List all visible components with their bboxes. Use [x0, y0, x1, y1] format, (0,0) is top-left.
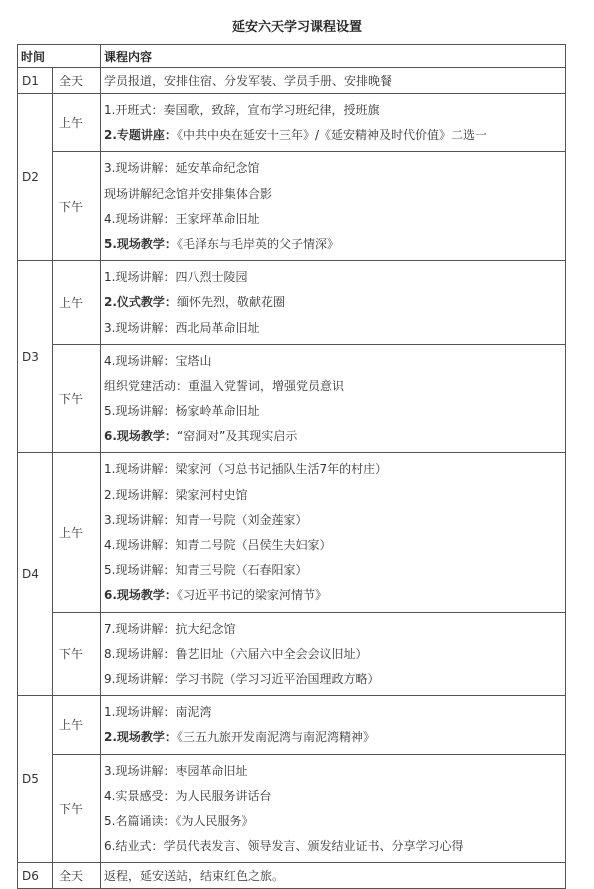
table-row-d5-am	[18, 696, 566, 754]
content-line-lead: 2.现场教学：	[104, 730, 177, 745]
day-cell: D5	[18, 696, 53, 863]
day-cell: D1	[18, 68, 53, 94]
content-line	[104, 374, 562, 399]
content-line	[104, 457, 562, 482]
content-line	[104, 834, 562, 859]
period-cell: 下午	[53, 344, 101, 453]
content-line-lead: 5.现场讲解：杨家岭革命旧址	[104, 404, 260, 419]
content-line-lead: 现场讲解纪念馆并安排集体合影	[104, 186, 273, 201]
period-cell: 上午	[53, 453, 101, 612]
content-line	[104, 123, 562, 148]
page-title: 延安六天学习课程设置	[231, 20, 362, 35]
table-row-d2-pm	[18, 152, 566, 261]
content-cell	[101, 94, 566, 152]
content-line	[104, 700, 562, 725]
content-line-rest: 《毛泽东与毛岸英的父子情深》	[176, 236, 339, 251]
content-cell	[101, 612, 566, 696]
table-header-row	[18, 45, 566, 68]
content-line-lead: 组织党建活动：重温入党誓词，增强党员意识	[104, 378, 345, 393]
period-cell: 上午	[53, 696, 101, 754]
content-line	[104, 207, 562, 232]
content-line-lead: 1.现场讲解：梁家河（习总书记插队生活7年的村庄）	[104, 462, 388, 477]
content-line-lead: 3.现场讲解：延安革命纪念馆	[104, 161, 260, 176]
content-line-lead: 3.现场讲解：西北局革命旧址	[104, 320, 260, 335]
day-cell: D6	[18, 863, 53, 889]
content-line	[104, 784, 562, 809]
content-line	[104, 483, 562, 508]
content-line-lead: 4.现场讲解：宝塔山	[104, 353, 212, 368]
content-line-lead: 2.专题讲座：	[104, 128, 177, 143]
content-cell: 学员报道，安排住宿、分发军装、学员手册、安排晚餐	[101, 68, 566, 94]
day-cell: D3	[18, 261, 53, 453]
table-row-d3-pm	[18, 344, 566, 453]
period-cell: 下午	[53, 612, 101, 696]
content-line	[104, 182, 562, 207]
period-cell: 下午	[53, 152, 101, 261]
content-line	[104, 558, 562, 583]
table-row-d5-pm	[18, 754, 566, 863]
content-line	[104, 725, 562, 750]
content-line-lead: 2.现场讲解：梁家河村史馆	[104, 487, 248, 502]
content-line-lead: 4.实景感受：为人民服务讲话台	[104, 788, 272, 803]
day-cell: D4	[18, 453, 53, 696]
content-line-lead: 7.现场讲解：抗大纪念馆	[104, 621, 236, 636]
content-cell	[101, 754, 566, 863]
content-line	[104, 349, 562, 374]
content-line-rest: 《中共中央在延安十三年》/《延安精神及时代价值》二选一	[176, 128, 487, 143]
content-line	[104, 156, 562, 181]
content-line	[104, 232, 562, 257]
table-row-d2-am	[18, 94, 566, 152]
content-line-lead: 5.现场讲解：知青三号院（石春阳家）	[104, 563, 308, 578]
content-cell	[101, 344, 566, 453]
day-cell: D2	[18, 94, 53, 261]
content-line	[104, 667, 562, 692]
content-line-lead: 5.名篇诵读：《为人民服务》	[104, 813, 254, 828]
content-line	[104, 533, 562, 558]
table-row-d4-pm	[18, 612, 566, 696]
content-line-lead: 1.开班式：奏国歌，致辞，宣布学习班纪律，授班旗	[104, 103, 380, 117]
content-line-rest: 《习近平书记的梁家河情节》	[176, 588, 327, 603]
period-cell: 上午	[53, 94, 101, 152]
period-cell: 下午	[53, 754, 101, 863]
content-line-lead: 1.现场讲解：南泥湾	[104, 705, 212, 720]
table-row-d1	[18, 68, 566, 94]
content-cell: 返程，延安送站，结束红色之旅。	[101, 863, 566, 889]
content-cell	[101, 453, 566, 612]
content-line-lead: 5.现场教学：	[104, 236, 177, 251]
period-cell: 全天	[53, 863, 101, 889]
content-line-lead: 9.现场讲解：学习书院（学习习近平治国理政方略）	[104, 671, 380, 686]
content-line-rest: 缅怀先烈，敬献花圈	[176, 295, 285, 310]
content-line	[104, 617, 562, 642]
content-line-lead: 2.仪式教学：	[104, 295, 177, 310]
content-line	[104, 290, 562, 315]
content-line-lead: 3.现场讲解：枣园革命旧址	[104, 763, 248, 778]
content-line	[104, 265, 562, 290]
content-line-lead: 4.现场讲解：知青二号院（吕侯生夫妇家）	[104, 538, 332, 552]
table-row-d6	[18, 863, 566, 889]
content-line-lead: 6.现场教学：	[104, 429, 177, 444]
period-cell: 上午	[53, 261, 101, 345]
content-line-lead: 6.结业式：学员代表发言、领导发言、颁发结业证书、分享学习心得	[104, 839, 464, 854]
content-line-rest: “窑洞对”及其现实启示	[176, 429, 298, 444]
content-line	[104, 508, 562, 533]
content-line	[104, 809, 562, 834]
content-line	[104, 98, 562, 123]
content-cell	[101, 152, 566, 261]
period-cell: 全天	[53, 68, 101, 94]
content-line-lead: 8.现场讲解：鲁艺旧址（六届六中全会会议旧址）	[104, 646, 368, 661]
content-line	[104, 399, 562, 424]
content-line	[104, 424, 562, 449]
content-line	[104, 642, 562, 667]
content-line-lead: 1.现场讲解：四八烈士陵园	[104, 270, 248, 285]
content-line-lead: 6.现场教学：	[104, 588, 177, 603]
content-line-rest: 《三五九旅开发南泥湾与南泥湾精神》	[176, 730, 375, 745]
table-row-d4-am	[18, 453, 566, 612]
header-content: 课程内容	[101, 45, 566, 68]
content-line-lead: 4.现场讲解：王家坪革命旧址	[104, 211, 260, 226]
content-line-lead: 3.现场讲解：知青一号院（刘金莲家）	[104, 512, 308, 527]
table-row-d3-am	[18, 261, 566, 345]
content-line	[104, 759, 562, 784]
content-cell	[101, 261, 566, 345]
content-cell	[101, 696, 566, 754]
header-time: 时间	[18, 45, 101, 68]
schedule-table	[17, 44, 566, 889]
content-line	[104, 583, 562, 608]
content-line	[104, 316, 562, 341]
